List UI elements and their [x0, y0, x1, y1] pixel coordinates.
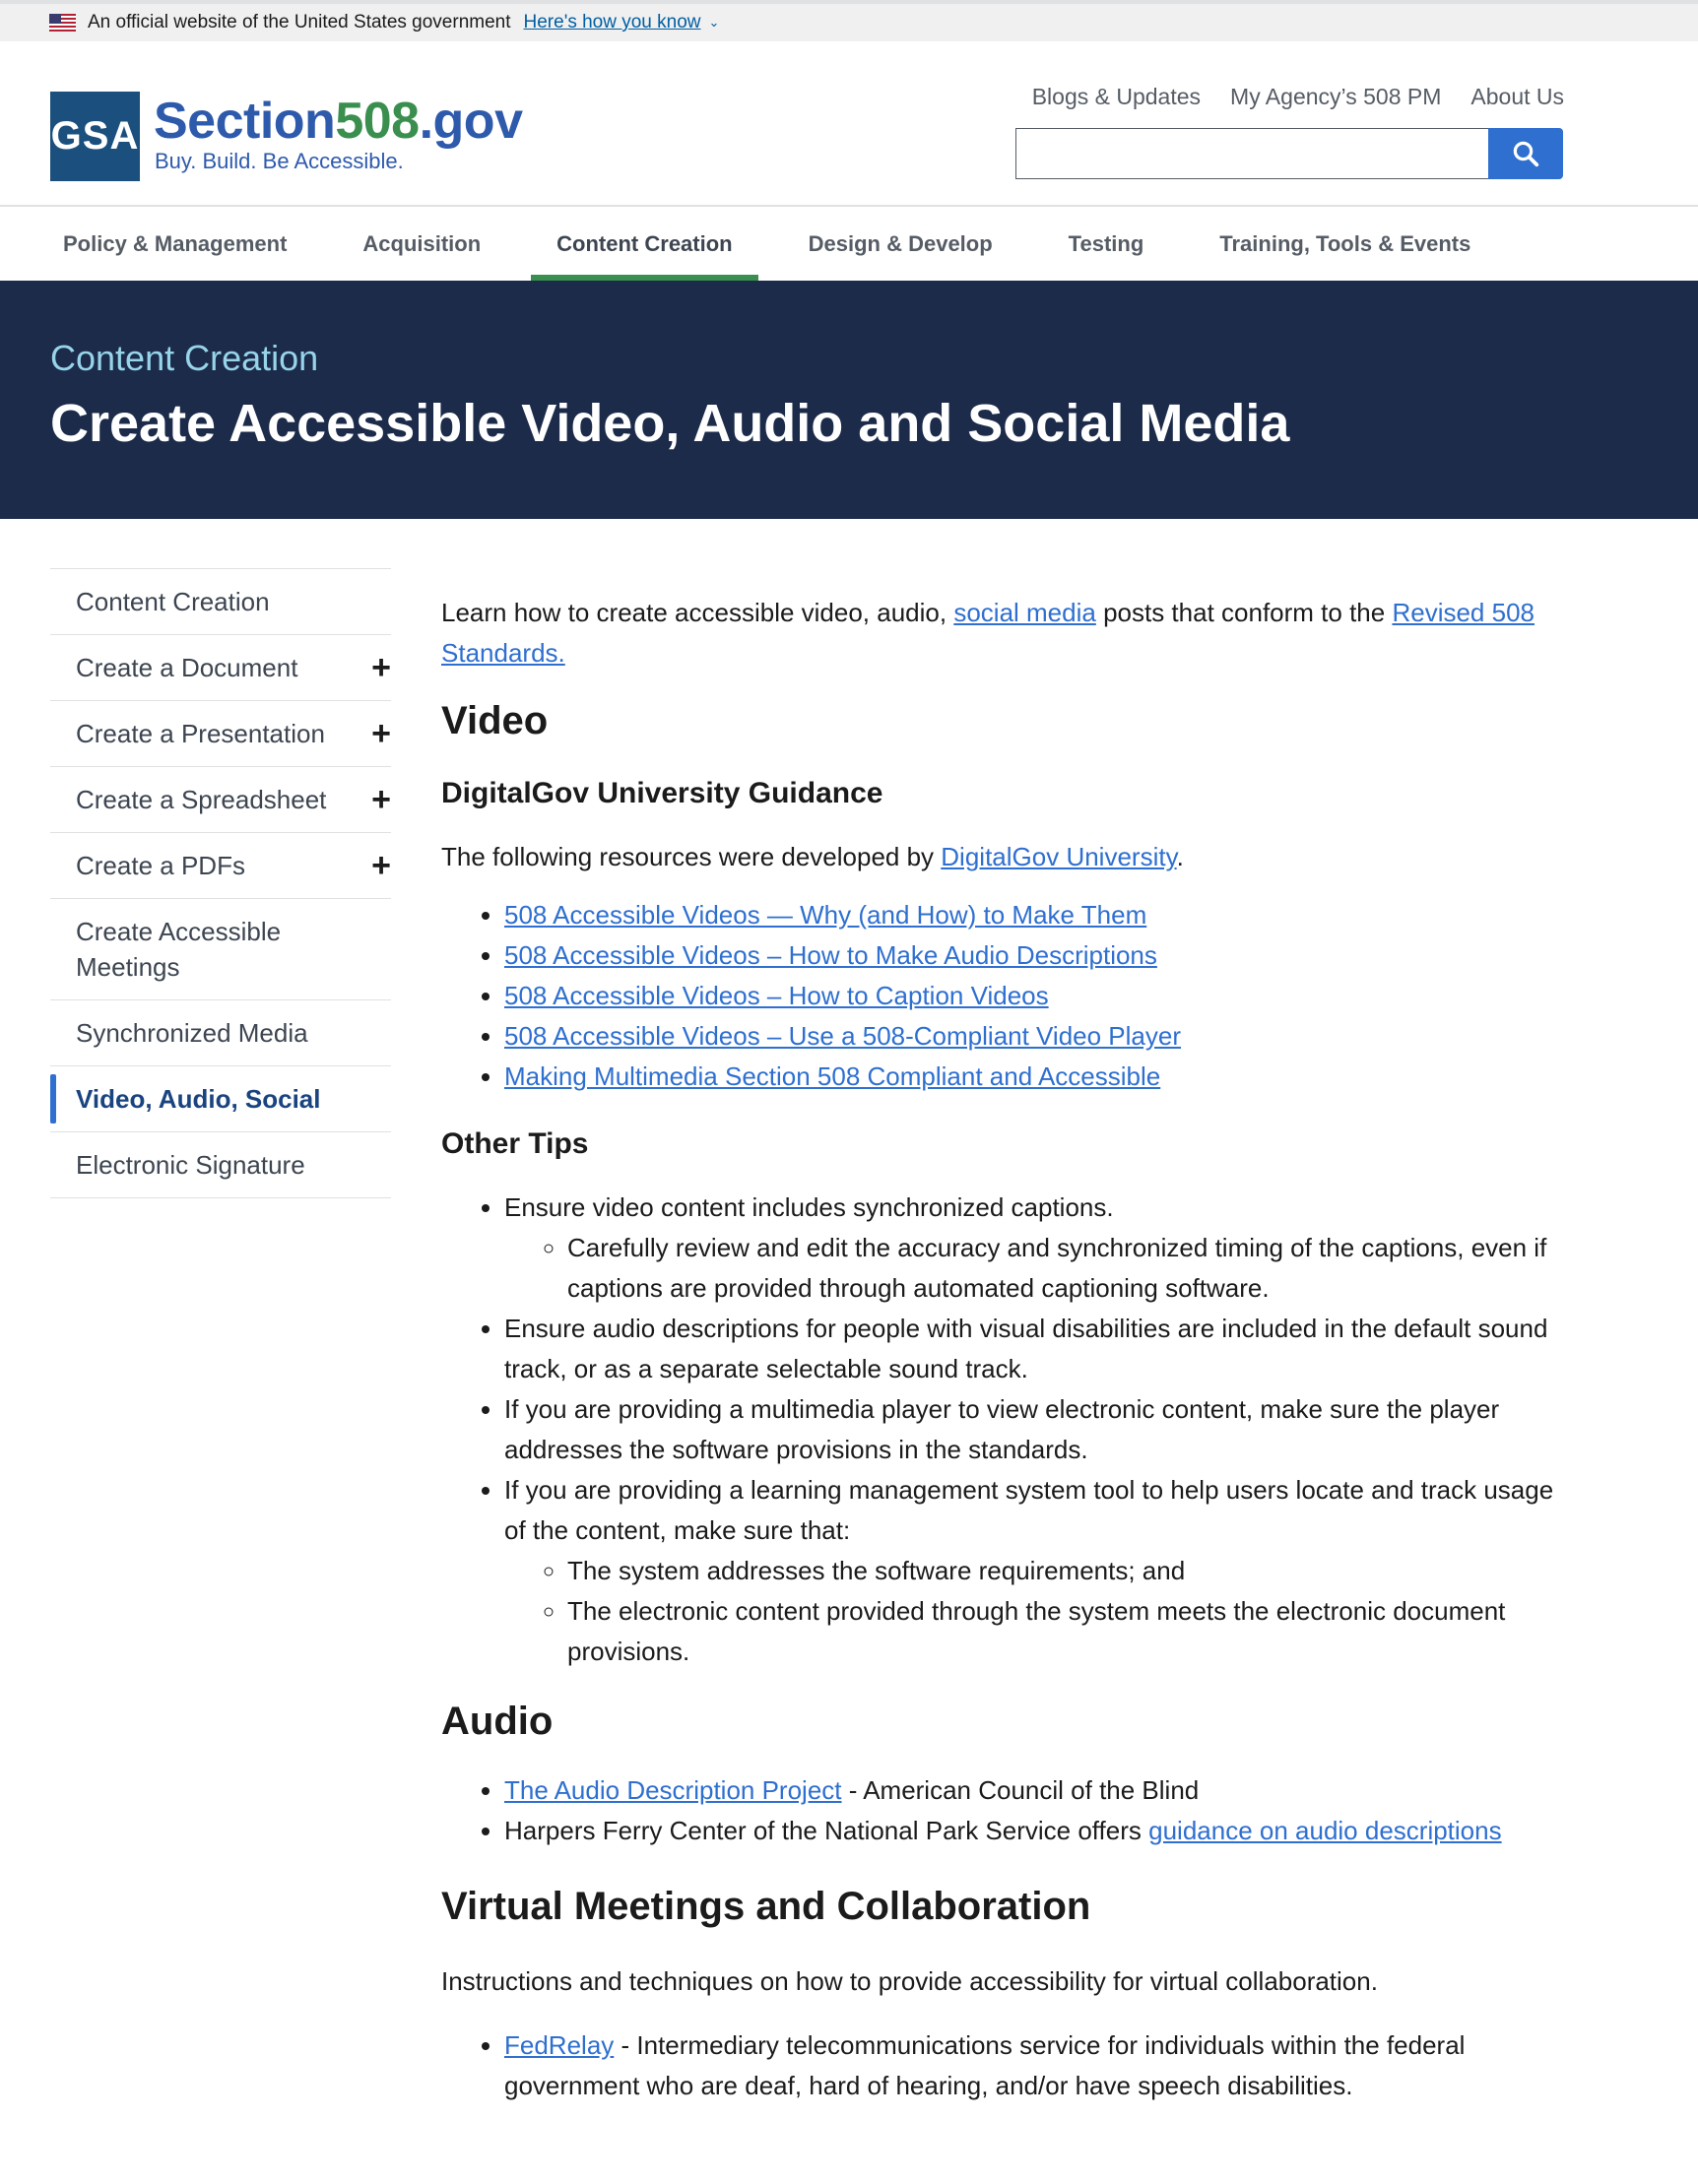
utility-link-about[interactable]: About Us [1470, 84, 1564, 109]
sidenav-item-synchronized-media[interactable] [50, 1000, 391, 1066]
sidenav-item-label: Video, Audio, Social [76, 1084, 321, 1114]
separator: - [841, 1775, 864, 1805]
site-logo-text[interactable] [154, 93, 523, 150]
nav-item-acquisition[interactable]: Acquisition [362, 230, 482, 256]
list-item [504, 1057, 1566, 1097]
list-item: ◦ Carefully review and edit the accuracy and synchronized timing of the captions, even if captions are provided through automated captioning software. [567, 1228, 1566, 1309]
digitalgov-university-link[interactable]: DigitalGov University [941, 842, 1177, 871]
list-item [504, 895, 1566, 935]
search-icon [1511, 139, 1540, 168]
main-content [441, 593, 1566, 2106]
list-item [504, 1770, 1566, 1811]
sidenav-item-label: Create Accessible Meetings [76, 917, 282, 982]
audio-description-project-link[interactable]: The Audio Description Project [504, 1775, 842, 1805]
side-nav [50, 568, 391, 1198]
sidenav-item-label: Electronic Signature [76, 1150, 305, 1180]
tip-text: If you are providing a learning management system tool to help users locate and track usage of the content, make sure that: [504, 1475, 1554, 1545]
tip-text: Ensure video content includes synchronized captions. [504, 1192, 1114, 1222]
utility-nav [1032, 84, 1564, 110]
list-item [504, 1811, 1566, 1851]
list-text: Harpers Ferry Center of the National Park Service offers [504, 1816, 1149, 1845]
audio-descriptions-guidance-link[interactable]: guidance on audio descriptions [1148, 1816, 1502, 1845]
gsa-logo[interactable]: GSA [50, 92, 140, 181]
expand-plus-icon[interactable]: + [371, 781, 391, 818]
list-item: ◦ The system addresses the software requirements; and [567, 1551, 1566, 1591]
resource-link-why-how[interactable]: 508 Accessible Videos — Why (and How) to Make Them [504, 900, 1147, 930]
digitalgov-paragraph [441, 837, 1566, 877]
revised-508-standards-link[interactable]: Revised 508 Standards. [441, 598, 1535, 668]
virtual-meetings-text: Instructions and techniques on how to provide accessibility for virtual collaboration. [441, 1966, 1378, 1996]
intro-paragraph [441, 593, 1566, 674]
list-item [504, 1470, 1566, 1672]
sidenav-item-label: Synchronized Media [76, 1018, 308, 1048]
digitalgov-period: . [1176, 842, 1184, 871]
social-media-link[interactable]: social media [953, 598, 1096, 627]
nav-item-content-creation[interactable]: Content Creation [531, 207, 757, 281]
sidenav-item-content-creation[interactable] [50, 569, 391, 635]
digitalgov-resource-list [441, 895, 1566, 1097]
list-item: ◦ The electronic content provided through the system meets the electronic document provisions. [567, 1591, 1566, 1672]
virtual-meetings-heading: Virtual Meetings and Collaboration [441, 1885, 1091, 1928]
sidenav-item-label: Create a Document [76, 653, 298, 682]
sidenav-item-accessible-meetings[interactable] [50, 899, 391, 1000]
sidenav-item-electronic-signature[interactable] [50, 1132, 391, 1198]
nav-item-policy[interactable]: Policy & Management [63, 230, 288, 256]
separator: - [614, 2030, 637, 2060]
hero-eyebrow: Content Creation [50, 338, 319, 378]
sidenav-item-label: Create a Presentation [76, 719, 325, 748]
list-item [504, 2025, 1566, 2106]
audio-list [441, 1770, 1566, 1851]
search-form [1015, 128, 1563, 179]
sidenav-item-create-document[interactable] [50, 635, 391, 701]
page-hero [0, 281, 1698, 519]
list-item: • If you are providing a multimedia player to view electronic content, make sure the player addresses the software provisions in the standards. [504, 1389, 1566, 1470]
resource-link-audio-descriptions[interactable]: 508 Accessible Videos – How to Make Audio Descriptions [504, 940, 1157, 970]
audio-heading: Audio [441, 1700, 554, 1743]
list-item [504, 1188, 1566, 1309]
search-input[interactable] [1015, 128, 1488, 179]
site-header [0, 41, 1698, 207]
resource-link-caption-videos[interactable]: 508 Accessible Videos – How to Caption Videos [504, 981, 1049, 1010]
expand-plus-icon[interactable]: + [371, 649, 391, 686]
video-heading: Video [441, 699, 549, 742]
nav-item-testing[interactable]: Testing [1068, 230, 1144, 256]
nav-item-design-develop[interactable]: Design & Develop [808, 230, 993, 256]
us-flag-icon [49, 14, 76, 32]
digitalgov-heading: DigitalGov University Guidance [441, 777, 883, 809]
sub-list [504, 1228, 1566, 1309]
site-tagline: Buy. Build. Be Accessible. [155, 149, 404, 173]
fedrelay-link[interactable]: FedRelay [504, 2030, 615, 2060]
list-item: • Ensure audio descriptions for people with visual disabilities are included in the default sound track, or as a separate selectable sound track. [504, 1309, 1566, 1389]
resource-link-multimedia[interactable]: Making Multimedia Section 508 Compliant and Accessible [504, 1061, 1161, 1091]
sidenav-item-label: Content Creation [76, 587, 270, 616]
logo-suffix: .gov [419, 93, 523, 150]
sidenav-item-video-audio-social[interactable] [50, 1066, 391, 1132]
expand-plus-icon[interactable]: + [371, 847, 391, 884]
logo-prefix: Section [154, 93, 336, 150]
sidenav-item-label: Create a Spreadsheet [76, 785, 327, 814]
heres-how-you-know-link[interactable]: Here's how you know [523, 12, 701, 32]
expand-plus-icon[interactable]: + [371, 715, 391, 752]
virtual-list [441, 2025, 1566, 2106]
sidenav-item-create-spreadsheet[interactable] [50, 767, 391, 833]
resource-link-video-player[interactable]: 508 Accessible Videos – Use a 508-Compliant Video Player [504, 1021, 1182, 1051]
intro-text: posts that conform to the [1095, 598, 1393, 627]
sidenav-item-create-pdfs[interactable] [50, 833, 391, 899]
list-item [504, 976, 1566, 1016]
sidenav-item-label: Create a PDFs [76, 851, 245, 880]
sidenav-item-create-presentation[interactable] [50, 701, 391, 767]
nav-item-training[interactable]: Training, Tools & Events [1219, 230, 1471, 256]
list-text: American Council of the Blind [863, 1775, 1200, 1805]
page-title: Create Accessible Video, Audio and Social Media [50, 394, 1290, 453]
gov-banner-text: An official website of the United States government [88, 12, 511, 32]
sub-list [504, 1551, 1566, 1672]
intro-text: Learn how to create accessible video, audio, [441, 598, 954, 627]
gov-banner [0, 0, 1698, 41]
list-item [504, 935, 1566, 976]
search-button[interactable] [1488, 128, 1563, 179]
other-tips-list [441, 1188, 1566, 1672]
main-nav [0, 207, 1698, 281]
list-text: Intermediary telecommunications service for individuals within the federal government who are deaf, hard of hearing, and/or have speech disabilities. [504, 2030, 1466, 2100]
list-item [504, 1016, 1566, 1057]
digitalgov-text: The following resources were developed by [441, 842, 942, 871]
utility-link-blogs[interactable]: Blogs & Updates [1031, 84, 1202, 109]
chevron-down-icon[interactable]: ⌄ [708, 15, 720, 30]
logo-508: 508 [335, 93, 420, 150]
other-tips-heading: Other Tips [441, 1127, 589, 1160]
utility-link-agency-pm[interactable]: My Agency’s 508 PM [1230, 84, 1442, 109]
